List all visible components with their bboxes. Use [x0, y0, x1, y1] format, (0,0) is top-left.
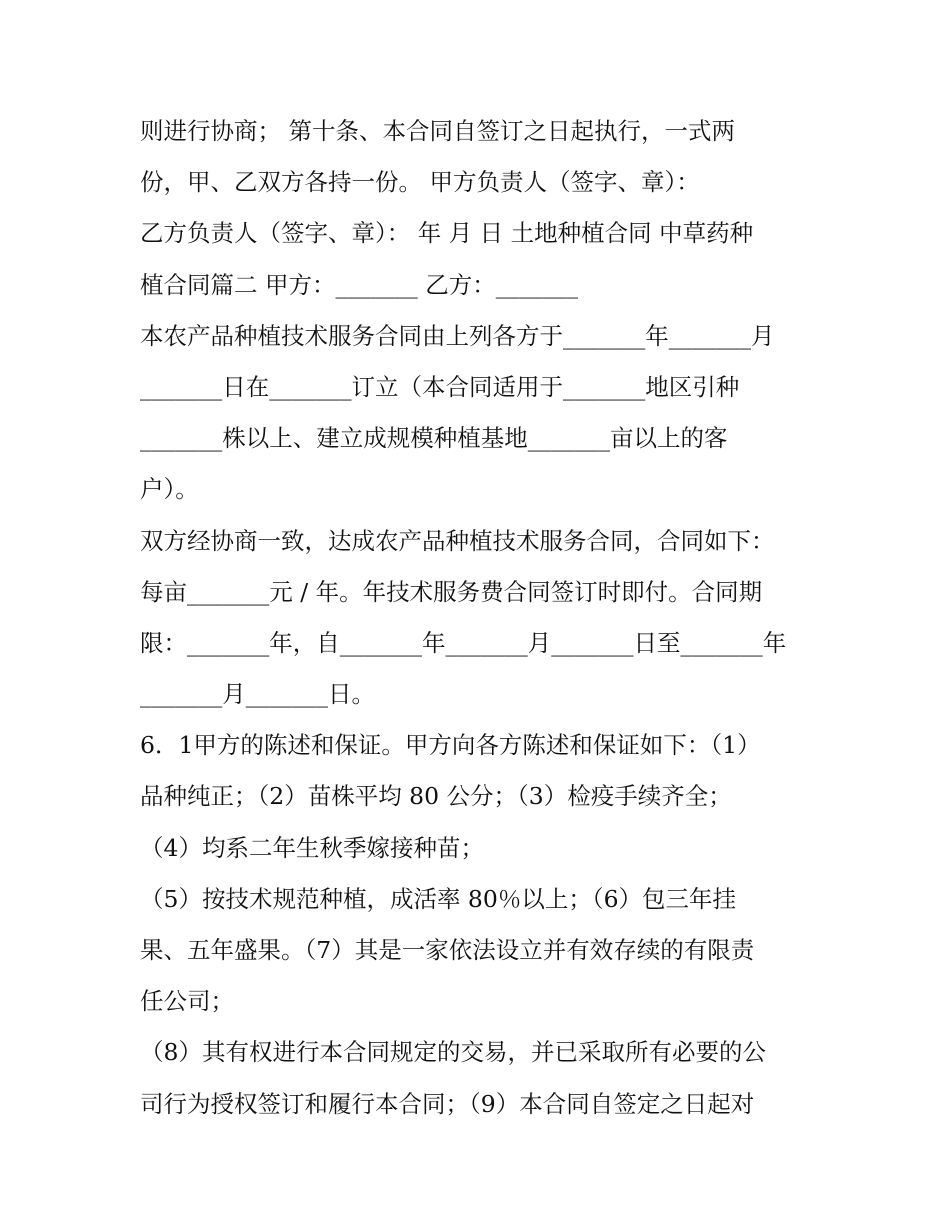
text-line: 乙方负责人（签字、章）： 年 月 日 土地种植合同 中草药种 [140, 219, 754, 248]
text-line: （5）按技术规范种植，成活率 80％以上；（6）包三年挂 [140, 884, 737, 913]
text-line: 植合同篇二 甲方：_______ 乙方：_______ [140, 270, 578, 299]
text-line: _______月_______日。 [140, 680, 375, 709]
text-line: 每亩_______元 / 年。年技术服务费合同签订时即付。合同期 [140, 577, 763, 606]
text-line: 任公司； [140, 987, 234, 1016]
text-line: 品种纯正；（2）苗株平均 80 公分；（3）检疫手续齐全； [140, 782, 732, 811]
text-line: 户）。 [140, 475, 199, 504]
text-line: 则进行协商； 第十条、本合同自签订之日起执行，一式两 [140, 117, 735, 145]
text-line: 果、五年盛果。（7）其是一家依法设立并有效存续的有限责 [140, 936, 755, 964]
text-line: _______日在_______订立（本合同适用于_______地区引种 [140, 372, 740, 401]
text-line: 司行为授权签订和履行本合同；（9）本合同自签定之日起对 [140, 1089, 755, 1118]
text-line: 限：_______年，自_______年_______月_______日至_______年 [140, 628, 787, 657]
text-line: 6．1甲方的陈述和保证。甲方向各方陈述和保证如下：（1） [140, 731, 761, 760]
text-line: 份，甲、乙双方各持一份。 甲方负责人（签字、章）： [140, 168, 700, 197]
text-line: _______株以上、建立成规模种植基地_______亩以上的客 [140, 424, 728, 453]
text-line: （4）均系二年生秋季嫁接种苗； [140, 833, 484, 862]
text-line: 双方经协商一致，达成农产品种植技术服务合同，合同如下： [140, 526, 775, 555]
contract-body-text [140, 106, 820, 1130]
text-line: （8）其有权进行本合同规定的交易，并已采取所有必要的公 [140, 1038, 766, 1067]
text-line: 本农产品种植技术服务合同由上列各方于_______年_______月 [140, 321, 775, 350]
